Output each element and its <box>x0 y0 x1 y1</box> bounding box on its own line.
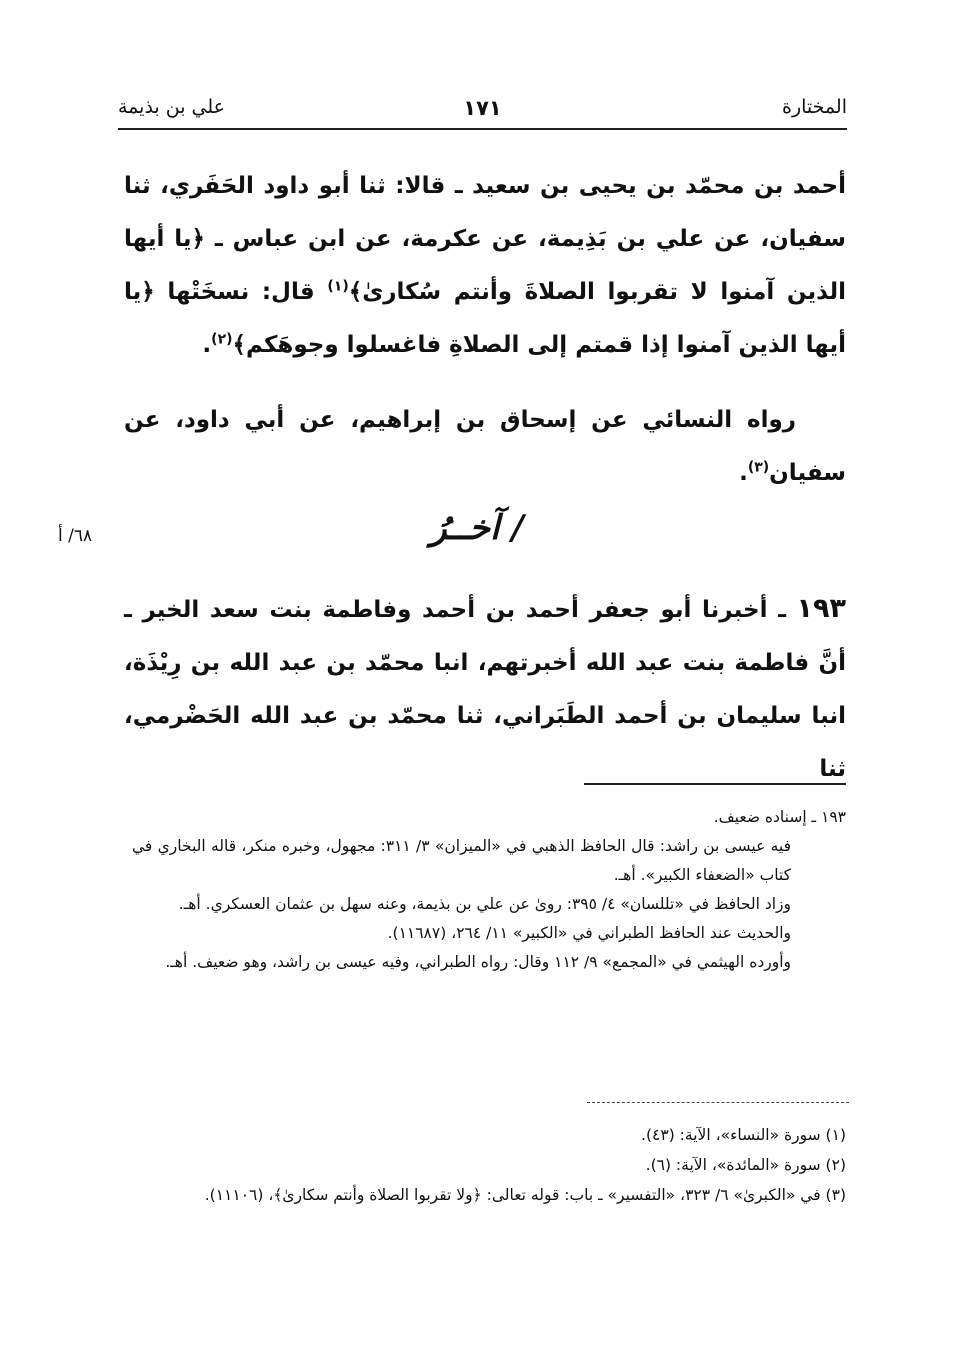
paragraph-hadith-193 <box>124 582 846 796</box>
footnote-line: وأورده الهيثمي في «المجمع» ٩/ ١١٢ وقال: رواه الطبراني، وفيه عيسى بن راشد، وهو ضعيف. أهـ. <box>165 953 791 971</box>
paragraph-narration <box>124 394 846 500</box>
hadith-number: ١٩٣ <box>796 593 846 624</box>
footnote-note-3: (٣) في «الكبرىٰ» ٦/ ٣٢٣، «التفسير» ـ باب: قوله تعالى: ﴿ولا تقربوا الصلاة وأنتم سكارىٰ﴾، (١١١٠٦). <box>204 1186 846 1204</box>
chapter-title: علي بن بذيمة <box>118 96 226 118</box>
book-title: المختارة <box>782 96 847 118</box>
paragraph-text: أحمد بن محمّد بن يحيى بن سعيد ـ قالا: ثنا أبو داود الحَفَري، ثنا سفيان، عن علي بن بَذِيمة، عن عكرمة، عن ابن عباس ـ ﴿يا أيها الذين آمنوا لا تقربوا الصلاةَ وأنتم سُكارىٰ﴾ <box>124 173 846 305</box>
footnote-separator <box>584 783 846 785</box>
footnote-dashed-separator <box>587 1102 849 1103</box>
page-number: ١٧١ <box>463 96 502 120</box>
footnote-ref-2: (٢) <box>211 331 233 348</box>
footnote-line: والحديث عند الحافظ الطبراني في «الكبير» ١١/ ٢٦٤، (١١٦٨٧). <box>387 924 791 942</box>
paragraph-end: . <box>739 460 748 486</box>
paragraph-end: . <box>202 332 212 358</box>
paragraph-text: ـ أخبرنا أبو جعفر أحمد بن أحمد وفاطمة بنت سعد الخير ـ أنَّ فاطمة بنت عبد الله أخبرتهم، انبا محمّد بن عبد الله بن رِيْذَة، انبا سليمان بن أحمد الطَبَراني، ثنا محمّد بن عبد الله الحَضْرمي، ثنا <box>124 597 846 782</box>
paragraph-text: رواه النسائي عن إسحاق بن إبراهيم، عن أبي داود، عن سفيان <box>124 407 846 486</box>
footnote-line: ١٩٣ ـ إسناده ضعيف. <box>713 808 846 826</box>
paragraph-text-continued: قال: نسخَتْها ﴿يا أيها الذين آمنوا إذا قمتم إلى الصلاةِ فاغسلوا وجوهَكم﴾ <box>124 279 846 358</box>
footnote-commentary <box>132 803 846 977</box>
paragraph-isnad <box>124 160 846 372</box>
footnote-ref-1: (١) <box>327 278 349 295</box>
footnote-note-1: (١) سورة «النساء»، الآية: (٤٣). <box>641 1126 846 1144</box>
footnote-ref-3: (٣) <box>747 459 770 476</box>
running-header <box>118 92 847 130</box>
section-heading: / آخــرُ <box>430 508 524 548</box>
footnote-line: وزاد الحافظ في «تللسان» ٤/ ٣٩٥: روىٰ عن علي بن بذيمة، وعنه سهل بن عثمان العسكري. أهـ. <box>178 895 791 913</box>
footnote-note-2: (٢) سورة «المائدة»، الآية: (٦). <box>645 1156 846 1174</box>
footnote-line: فيه عيسى بن راشد: قال الحافظ الذهبي في «الميزان» ٣/ ٣١١: مجهول، وخبره منكر، قاله البخاري في كتاب «الضعفاء الكبير». أهـ. <box>132 837 792 884</box>
footnote-references <box>132 1120 846 1210</box>
margin-manuscript-ref: ٦٨/ أ <box>58 526 93 546</box>
